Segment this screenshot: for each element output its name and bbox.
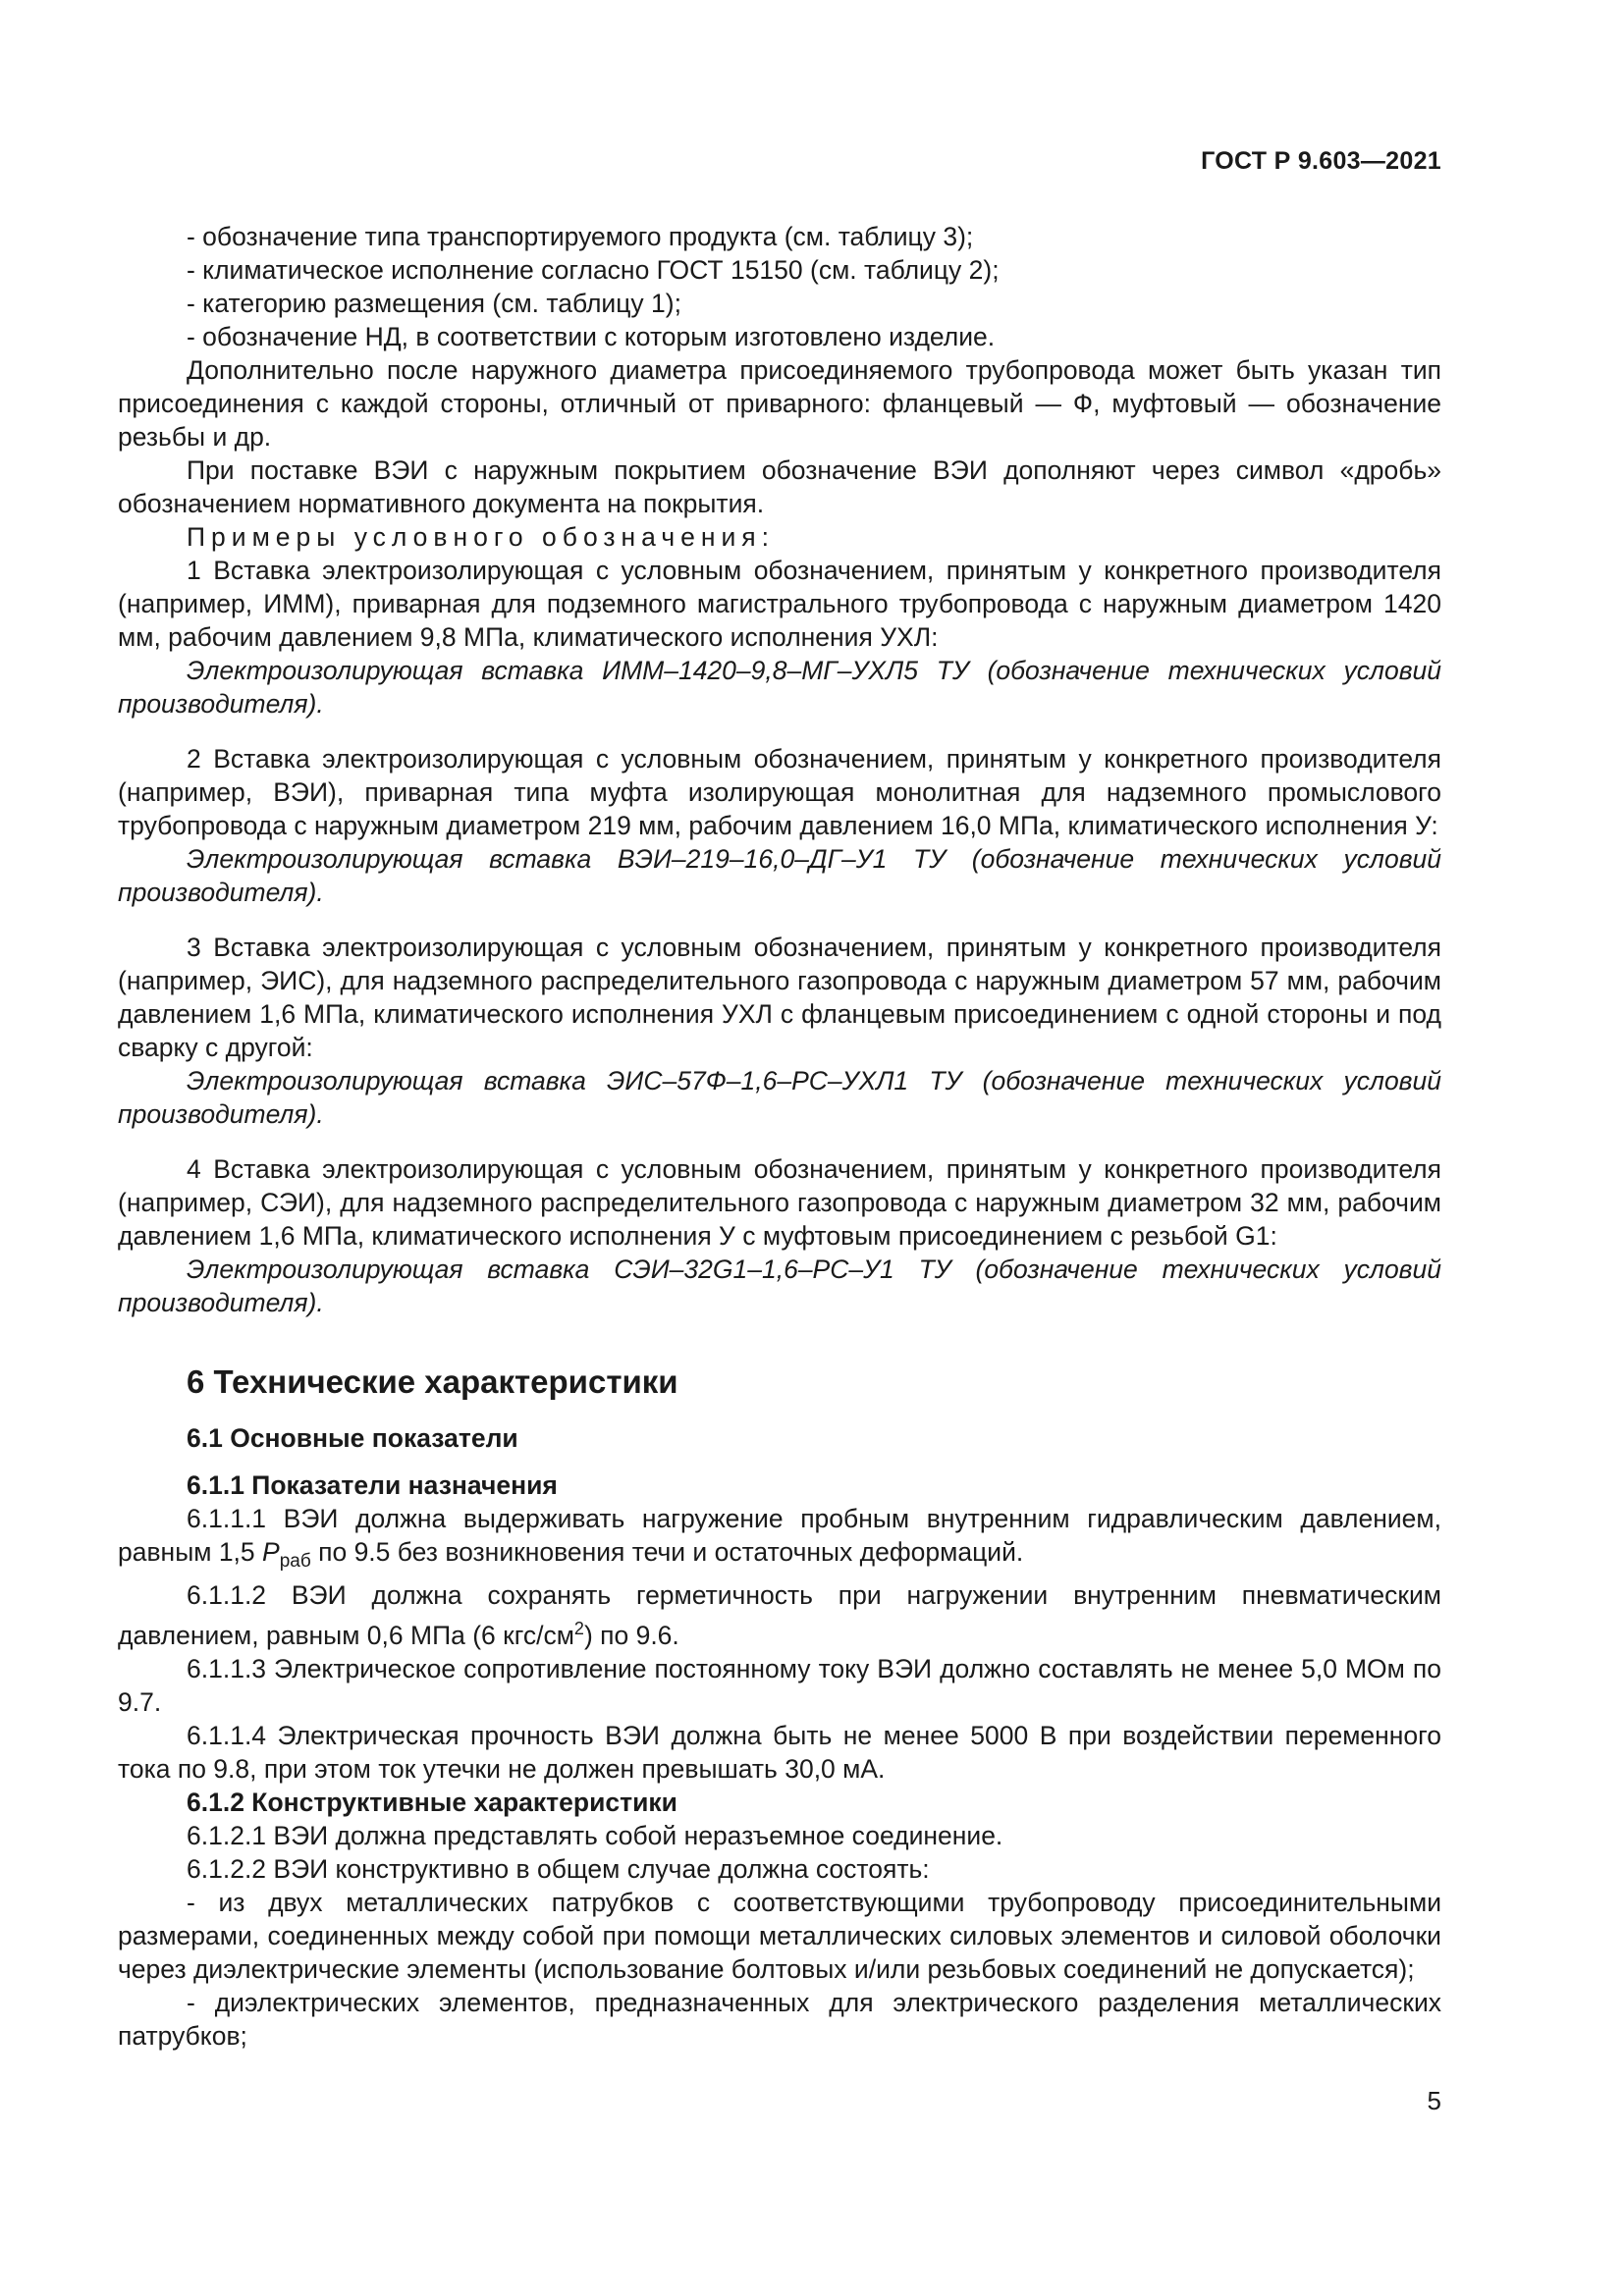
document-code: ГОСТ Р 9.603—2021 (1201, 147, 1441, 175)
list-item: - обозначение типа транспортируемого продукта (см. таблицу 3); (187, 222, 974, 251)
list-item: - климатическое исполнение согласно ГОСТ 15150 (см. таблицу 2); (187, 255, 1000, 285)
example-3-designation: Электроизолирующая вставка ЭИС–57Ф–1,6–РС–УХЛ1 ТУ (обозначение технических условий производителя). (118, 1066, 1441, 1129)
section-6-1-title: 6.1 Основные показатели (187, 1423, 518, 1453)
section-6-1-1-title: 6.1.1 Показатели назначения (187, 1470, 558, 1500)
page-number: 5 (1427, 2086, 1441, 2115)
example-4-text: 4 Вставка электроизолирующая с условным обозначением, принятым у конкретного производителя (например, СЭИ), для надземного распределительного газопровода с наружным диаметром 32 мм, рабочим давлением 1,6 МПа, климатического исполнения У с муфтовым присоединением с резьбой G1: (118, 1154, 1441, 1251)
paragraph-coating: При поставке ВЭИ с наружным покрытием обозначение ВЭИ дополняют через символ «дробь» обозначением нормативного документа на покрытия. (118, 455, 1441, 518)
unit-superscript: 2 (573, 1619, 584, 1638)
section-6-title: 6 Технические характеристики (187, 1363, 678, 1400)
example-3-text: 3 Вставка электроизолирующая с условным обозначением, принятым у конкретного производителя (например, ЭИС), для надземного распределительного газопровода с наружным диаметром 57 мм, рабочим давлением 1,6 МПа, климатического исполнения УХЛ с фланцевым присоединением с одной стороны и под сварку с другой: (118, 933, 1441, 1062)
clause-6-1-1-4: 6.1.1.4 Электрическая прочность ВЭИ должна быть не менее 5000 В при воздействии переменного тока по 9.8, при этом ток утечки не должен превышать 30,0 мА. (118, 1721, 1441, 1784)
list-item: - категорию размещения (см. таблицу 1); (187, 289, 681, 318)
clause-6-1-1-1-part-b: по 9.5 без возникновения течи и остаточных деформаций. (310, 1537, 1024, 1567)
page-content (118, 220, 1441, 2053)
list-item: - обозначение НД, в соответствии с которым изготовлено изделие. (187, 322, 996, 351)
examples-heading: Примеры условного обозначения: (187, 522, 776, 552)
example-1-text: 1 Вставка электроизолирующая с условным обозначением, принятым у конкретного производителя (например, ИММ), приварная для подземного магистрального трубопровода с наружным диаметром 1420 мм, рабочим давлением 9,8 МПа, климатического исполнения УХЛ: (118, 556, 1441, 652)
clause-6-1-1-2-part-b: ) по 9.6. (583, 1621, 679, 1650)
clause-6-1-1-2-part-a: 6.1.1.2 ВЭИ должна сохранять герметичность при нагружении внутренним пневматическим давлением, равным 0,6 МПа (6 кгс/см (118, 1580, 1441, 1650)
section-6-1-2-title: 6.1.2 Конструктивные характеристики (187, 1788, 677, 1817)
clause-6-1-1-3: 6.1.1.3 Электрическое сопротивление постоянному току ВЭИ должно составлять не менее 5,0 МОм по 9.7. (118, 1654, 1441, 1717)
pressure-symbol: P (262, 1537, 280, 1567)
example-1-designation: Электроизолирующая вставка ИММ–1420–9,8–МГ–УХЛ5 ТУ (обозначение технических условий производителя). (118, 656, 1441, 719)
clause-6-1-2-1: 6.1.2.1 ВЭИ должна представлять собой неразъемное соединение. (187, 1821, 1003, 1850)
example-2-designation: Электроизолирующая вставка ВЭИ–219–16,0–ДГ–У1 ТУ (обозначение технических условий производителя). (118, 844, 1441, 907)
clause-6-1-1-1-part-a: 6.1.1.1 ВЭИ должна выдерживать нагружение пробным внутренним гидравлическим давлением, равным 1,5 (118, 1504, 1441, 1567)
list-item: - диэлектрических элементов, предназначенных для электрического разделения металлических патрубков; (118, 1988, 1441, 2051)
example-4-designation: Электроизолирующая вставка СЭИ–32G1–1,6–РС–У1 ТУ (обозначение технических условий производителя). (118, 1255, 1441, 1317)
list-item: - из двух металлических патрубков с соответствующими трубопроводу присоединительными размерами, соединенных между собой при помощи металлических силовых элементов и силовой оболочки через диэлектрические элементы (использование болтовых и/или резьбовых соединений не допускается); (118, 1888, 1441, 1984)
clause-6-1-1-1 (118, 1502, 1441, 1578)
example-2-text: 2 Вставка электроизолирующая с условным обозначением, принятым у конкретного производителя (например, ВЭИ), приварная типа муфта изолирующая монолитная для надземного промыслового трубопровода с наружным диаметром 219 мм, рабочим давлением 16,0 МПа, климатического исполнения У: (118, 744, 1441, 840)
clause-6-1-2-2: 6.1.2.2 ВЭИ конструктивно в общем случае должна состоять: (187, 1854, 930, 1884)
clause-6-1-1-2 (118, 1578, 1441, 1652)
pressure-subscript: раб (279, 1551, 311, 1572)
paragraph-connection-type: Дополнительно после наружного диаметра присоединяемого трубопровода может быть указан тип присоединения с каждой стороны, отличный от приварного: фланцевый — Ф, муфтовый — обозначение резьбы и др. (118, 355, 1441, 452)
